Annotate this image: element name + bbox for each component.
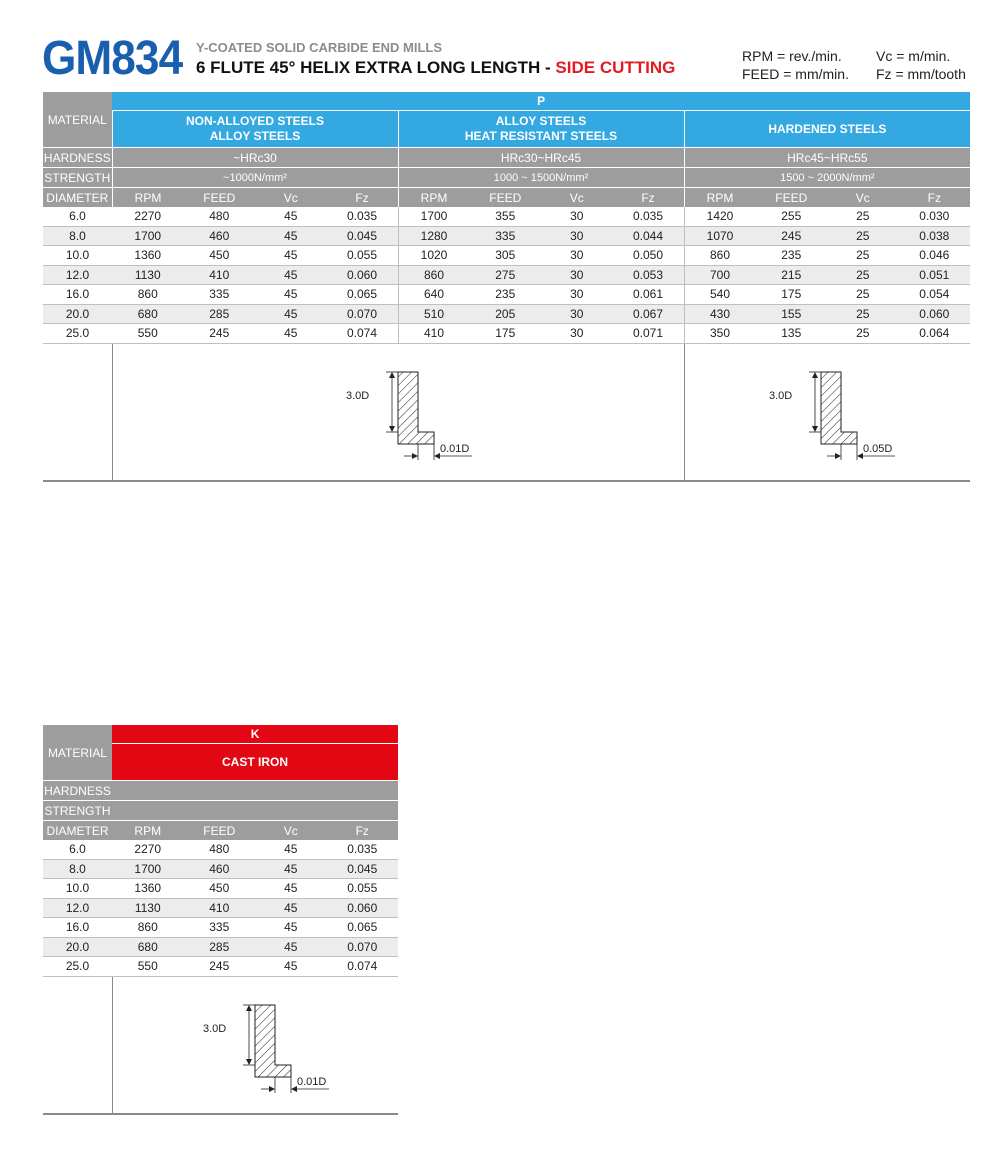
diagram-blank-cell (43, 343, 112, 481)
value-cell-rpm: 860 (398, 265, 470, 285)
diameter-label: DIAMETER (43, 821, 112, 841)
material-name: HARDENED STEELS (768, 121, 887, 136)
value-cell-feed: 480 (184, 840, 256, 859)
column-header-fz: Fz (899, 188, 971, 208)
value-cell-feed: 450 (184, 879, 256, 899)
value-cell-rpm: 510 (398, 304, 470, 324)
iso-group-p: P (112, 92, 970, 111)
value-cell-rpm: 2270 (112, 207, 184, 226)
value-cell-fz: 0.035 (613, 207, 685, 226)
value-cell-feed: 245 (184, 324, 256, 344)
arrowhead (269, 1086, 275, 1092)
material-label: MATERIAL (43, 725, 112, 781)
material-name: ALLOY STEELS (495, 114, 587, 128)
hardness-label: HARDNESS (43, 148, 112, 168)
value-cell-vc: 45 (255, 324, 327, 344)
value-cell-fz: 0.051 (899, 265, 971, 285)
value-cell-feed: 335 (184, 918, 256, 938)
strength-label: STRENGTH (43, 168, 112, 188)
value-cell-vc: 25 (827, 304, 899, 324)
product-subtitle: Y-COATED SOLID CARBIDE END MILLS (196, 40, 443, 55)
value-cell-vc: 45 (255, 957, 327, 977)
side-cutting-diagram (749, 366, 929, 476)
column-header-feed: FEED (470, 188, 542, 208)
strength-value: 1000 ~ 1500N/mm² (398, 168, 684, 188)
value-cell-feed: 410 (184, 265, 256, 285)
value-cell-vc: 45 (255, 207, 327, 226)
product-description (196, 58, 675, 78)
value-cell-fz: 0.053 (613, 265, 685, 285)
value-cell-rpm: 640 (398, 285, 470, 305)
unit-vc: Vc = m/min. (876, 48, 951, 64)
arrowhead (246, 1059, 252, 1065)
value-cell-vc: 45 (255, 265, 327, 285)
table-row (43, 285, 970, 305)
diameter-cell: 25.0 (43, 957, 112, 977)
width-label: 0.05D (862, 442, 892, 455)
value-cell-rpm: 1130 (112, 898, 184, 918)
column-header-fz: Fz (613, 188, 685, 208)
value-cell-fz: 0.038 (899, 226, 971, 246)
workpiece-profile (821, 372, 857, 444)
table-row (43, 840, 398, 859)
value-cell-feed: 155 (756, 304, 828, 324)
value-cell-rpm: 1280 (398, 226, 470, 246)
diameter-cell: 10.0 (43, 879, 112, 899)
value-cell-rpm: 550 (112, 324, 184, 344)
value-cell-vc: 25 (827, 324, 899, 344)
strength-value: ~1000N/mm² (112, 168, 398, 188)
value-cell-fz: 0.064 (899, 324, 971, 344)
value-cell-vc: 45 (255, 898, 327, 918)
material-group-cast-iron (112, 744, 398, 781)
value-cell-vc: 45 (255, 859, 327, 879)
value-cell-rpm: 1420 (684, 207, 756, 226)
value-cell-rpm: 2270 (112, 840, 184, 859)
column-header-feed: FEED (184, 188, 256, 208)
value-cell-fz: 0.067 (613, 304, 685, 324)
hardness-value (112, 781, 398, 801)
diameter-cell: 8.0 (43, 859, 112, 879)
value-cell-fz: 0.030 (899, 207, 971, 226)
value-cell-vc: 30 (541, 324, 613, 344)
value-cell-rpm: 680 (112, 304, 184, 324)
table-row (43, 937, 398, 957)
value-cell-rpm: 680 (112, 937, 184, 957)
value-cell-fz: 0.055 (327, 246, 399, 266)
depth-label: 3.0D (768, 389, 792, 402)
value-cell-fz: 0.050 (613, 246, 685, 266)
material-name: NON-ALLOYED STEELS (185, 114, 324, 128)
hardness-value: HRc30~HRc45 (398, 148, 684, 168)
table-row (43, 304, 970, 324)
value-cell-fz: 0.055 (327, 879, 399, 899)
value-cell-feed: 135 (756, 324, 828, 344)
value-cell-feed: 215 (756, 265, 828, 285)
column-header-fz: Fz (327, 188, 399, 208)
value-cell-vc: 30 (541, 246, 613, 266)
material-group-3 (684, 111, 970, 148)
value-cell-feed: 175 (470, 324, 542, 344)
cutting-conditions-table-k (43, 725, 398, 1115)
value-cell-fz: 0.070 (327, 937, 399, 957)
value-cell-feed: 450 (184, 246, 256, 266)
value-cell-feed: 335 (184, 285, 256, 305)
cutting-conditions-table-p (43, 92, 970, 482)
diagram-cell (112, 976, 398, 1114)
value-cell-rpm: 410 (398, 324, 470, 344)
unit-rpm: RPM = rev./min. (742, 48, 842, 64)
depth-label: 3.0D (345, 389, 369, 402)
table-row (43, 324, 970, 344)
side-cutting-label: SIDE CUTTING (555, 58, 676, 77)
value-cell-vc: 30 (541, 265, 613, 285)
value-cell-feed: 335 (470, 226, 542, 246)
depth-label: 3.0D (202, 1022, 226, 1035)
diagram-cell (112, 343, 684, 481)
value-cell-feed: 235 (756, 246, 828, 266)
value-cell-vc: 25 (827, 246, 899, 266)
diameter-label: DIAMETER (43, 188, 112, 208)
value-cell-feed: 285 (184, 304, 256, 324)
value-cell-fz: 0.060 (327, 898, 399, 918)
value-cell-vc: 45 (255, 304, 327, 324)
material-name: HEAT RESISTANT STEELS (464, 129, 618, 143)
value-cell-vc: 45 (255, 937, 327, 957)
value-cell-vc: 45 (255, 840, 327, 859)
value-cell-fz: 0.074 (327, 324, 399, 344)
workpiece-profile (255, 1005, 291, 1077)
value-cell-rpm: 1700 (112, 226, 184, 246)
value-cell-rpm: 1130 (112, 265, 184, 285)
value-cell-rpm: 1700 (112, 859, 184, 879)
units-legend-right (876, 47, 966, 83)
column-header-feed: FEED (756, 188, 828, 208)
value-cell-feed: 275 (470, 265, 542, 285)
column-header-vc: Vc (255, 821, 327, 841)
description-text: 6 FLUTE 45° HELIX EXTRA LONG LENGTH - (196, 58, 556, 77)
column-header-rpm: RPM (112, 188, 184, 208)
value-cell-rpm: 1070 (684, 226, 756, 246)
side-cutting-diagram (326, 364, 506, 474)
value-cell-vc: 30 (541, 226, 613, 246)
column-header-vc: Vc (541, 188, 613, 208)
value-cell-feed: 235 (470, 285, 542, 305)
value-cell-fz: 0.054 (899, 285, 971, 305)
diameter-cell: 12.0 (43, 265, 112, 285)
diameter-cell: 12.0 (43, 898, 112, 918)
value-cell-feed: 480 (184, 207, 256, 226)
units-legend-left (742, 47, 849, 83)
value-cell-feed: 205 (470, 304, 542, 324)
value-cell-rpm: 700 (684, 265, 756, 285)
strength-value (112, 801, 398, 821)
value-cell-fz: 0.035 (327, 207, 399, 226)
material-name: ALLOY STEELS (209, 129, 301, 143)
value-cell-fz: 0.044 (613, 226, 685, 246)
value-cell-feed: 460 (184, 226, 256, 246)
arrowhead (389, 426, 395, 432)
strength-value: 1500 ~ 2000N/mm² (684, 168, 970, 188)
value-cell-fz: 0.060 (327, 265, 399, 285)
diagram-blank-cell (43, 976, 112, 1114)
value-cell-rpm: 1700 (398, 207, 470, 226)
value-cell-vc: 45 (255, 226, 327, 246)
value-cell-vc: 25 (827, 226, 899, 246)
material-group-1 (112, 111, 398, 148)
arrowhead (812, 426, 818, 432)
column-header-vc: Vc (827, 188, 899, 208)
hardness-label: HARDNESS (43, 781, 112, 801)
value-cell-feed: 285 (184, 937, 256, 957)
table-row (43, 879, 398, 899)
value-cell-rpm: 1020 (398, 246, 470, 266)
value-cell-rpm: 1360 (112, 246, 184, 266)
value-cell-feed: 245 (184, 957, 256, 977)
value-cell-rpm: 540 (684, 285, 756, 305)
iso-group-k: K (112, 725, 398, 744)
table-row (43, 898, 398, 918)
value-cell-feed: 410 (184, 898, 256, 918)
value-cell-vc: 45 (255, 918, 327, 938)
diameter-cell: 8.0 (43, 226, 112, 246)
diameter-cell: 20.0 (43, 937, 112, 957)
value-cell-rpm: 550 (112, 957, 184, 977)
value-cell-fz: 0.045 (327, 859, 399, 879)
arrowhead (246, 1005, 252, 1011)
material-label: MATERIAL (43, 92, 112, 148)
value-cell-fz: 0.065 (327, 918, 399, 938)
hardness-value: ~HRc30 (112, 148, 398, 168)
table-row (43, 265, 970, 285)
diameter-cell: 16.0 (43, 285, 112, 305)
value-cell-rpm: 860 (112, 918, 184, 938)
width-label: 0.01D (296, 1075, 326, 1088)
value-cell-fz: 0.071 (613, 324, 685, 344)
value-cell-feed: 245 (756, 226, 828, 246)
strength-label: STRENGTH (43, 801, 112, 821)
value-cell-feed: 255 (756, 207, 828, 226)
column-header-vc: Vc (255, 188, 327, 208)
value-cell-feed: 175 (756, 285, 828, 305)
table-row (43, 246, 970, 266)
column-header-fz: Fz (327, 821, 399, 841)
diameter-cell: 10.0 (43, 246, 112, 266)
table-row (43, 207, 970, 226)
value-cell-fz: 0.065 (327, 285, 399, 305)
material-group-2 (398, 111, 684, 148)
value-cell-vc: 30 (541, 207, 613, 226)
value-cell-vc: 30 (541, 304, 613, 324)
value-cell-vc: 25 (827, 207, 899, 226)
column-header-rpm: RPM (684, 188, 756, 208)
value-cell-fz: 0.070 (327, 304, 399, 324)
value-cell-vc: 30 (541, 285, 613, 305)
width-label: 0.01D (439, 442, 469, 455)
value-cell-vc: 45 (255, 285, 327, 305)
arrowhead (835, 453, 841, 459)
workpiece-profile (398, 372, 434, 444)
value-cell-feed: 305 (470, 246, 542, 266)
value-cell-fz: 0.046 (899, 246, 971, 266)
hardness-value: HRc45~HRc55 (684, 148, 970, 168)
unit-fz: Fz = mm/tooth (876, 66, 966, 82)
column-header-rpm: RPM (112, 821, 184, 841)
arrowhead (812, 372, 818, 378)
value-cell-vc: 25 (827, 285, 899, 305)
value-cell-rpm: 1360 (112, 879, 184, 899)
unit-feed: FEED = mm/min. (742, 66, 849, 82)
material-name: CAST IRON (222, 754, 289, 769)
value-cell-fz: 0.061 (613, 285, 685, 305)
arrowhead (412, 453, 418, 459)
value-cell-feed: 355 (470, 207, 542, 226)
model-number: GM834 (42, 32, 183, 85)
value-cell-rpm: 860 (112, 285, 184, 305)
column-header-feed: FEED (184, 821, 256, 841)
value-cell-vc: 45 (255, 246, 327, 266)
value-cell-fz: 0.035 (327, 840, 399, 859)
value-cell-vc: 25 (827, 265, 899, 285)
table-row (43, 918, 398, 938)
arrowhead (389, 372, 395, 378)
column-header-rpm: RPM (398, 188, 470, 208)
value-cell-feed: 460 (184, 859, 256, 879)
diameter-cell: 25.0 (43, 324, 112, 344)
value-cell-rpm: 350 (684, 324, 756, 344)
diameter-cell: 20.0 (43, 304, 112, 324)
value-cell-rpm: 860 (684, 246, 756, 266)
value-cell-fz: 0.045 (327, 226, 399, 246)
side-cutting-diagram (183, 999, 363, 1109)
diameter-cell: 6.0 (43, 840, 112, 859)
diagram-cell (684, 343, 970, 481)
value-cell-rpm: 430 (684, 304, 756, 324)
diameter-cell: 16.0 (43, 918, 112, 938)
table-row (43, 859, 398, 879)
value-cell-vc: 45 (255, 879, 327, 899)
table-row (43, 957, 398, 977)
diameter-cell: 6.0 (43, 207, 112, 226)
value-cell-fz: 0.060 (899, 304, 971, 324)
table-row (43, 226, 970, 246)
value-cell-fz: 0.074 (327, 957, 399, 977)
